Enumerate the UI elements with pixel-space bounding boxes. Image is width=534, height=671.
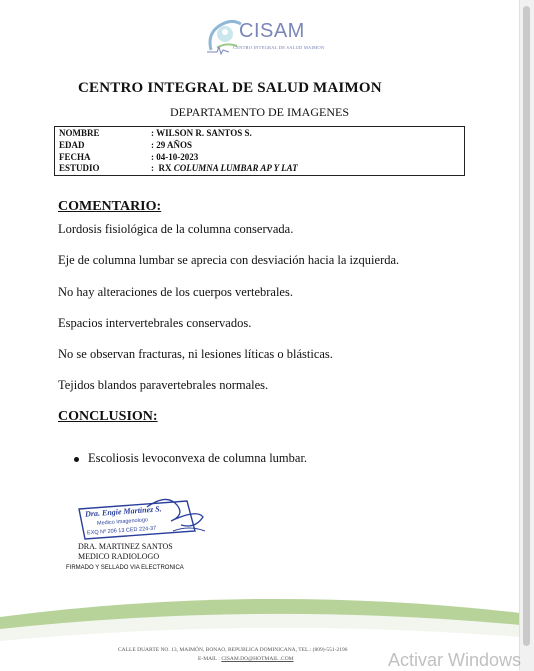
comment-line: Tejidos blandos paravertebrales normales. xyxy=(58,378,269,392)
patient-field-label: ESTUDIO xyxy=(59,163,100,173)
vertical-scrollbar[interactable] xyxy=(519,0,534,671)
footer-email-line xyxy=(198,656,294,662)
comment-line: No se observan fracturas, ni lesiones líticas o blásticas. xyxy=(58,347,333,361)
study-name: COLUMNA LUMBAR AP Y LAT xyxy=(173,163,298,173)
stamp-exequatur: EXQ Nº 206 13 CED 224-37 xyxy=(86,525,157,537)
comment-line: Lordosis fisiológica de la columna conservada. xyxy=(58,222,294,236)
patient-field-label: FECHA xyxy=(59,152,91,162)
stamp-name: Dra. Engie Martinez S. xyxy=(84,504,162,519)
department-subtitle: DEPARTAMENTO DE IMAGENES xyxy=(170,105,349,119)
conclusion-heading: CONCLUSION: xyxy=(58,409,158,424)
stamp-title: Medico Imagenologo xyxy=(96,517,149,527)
footer-address: CALLE DUARTE NO. 13, MAIMÓN, BONAO, REPUBLICA DOMINICANA, TEL.: (809)-551-2196 xyxy=(118,647,348,653)
doctor-stamp xyxy=(77,495,207,543)
logo-tagline: CENTRO INTEGRAL DE SALUD MAIMON xyxy=(233,45,325,50)
conclusion-item xyxy=(74,451,307,466)
scrollbar-thumb[interactable] xyxy=(523,6,530,646)
study-prefix: : RX xyxy=(151,163,174,173)
cisam-logo xyxy=(203,12,323,57)
footer-email-link[interactable]: CISAM.DO@HOTMAIL .COM xyxy=(221,656,294,662)
patient-field-label: NOMBRE xyxy=(59,128,100,138)
signature-role: MEDICO RADIOLOGO xyxy=(78,552,160,561)
bullet-icon xyxy=(74,457,79,462)
signature-note: FIRMADO Y SELLADO VIA ELECTRONICA xyxy=(66,565,184,571)
comment-line: Espacios intervertebrales conservados. xyxy=(58,316,252,330)
patient-field-value xyxy=(151,162,298,174)
patient-field-value: : 29 AÑOS xyxy=(151,140,193,150)
conclusion-item-text: Escoliosis levoconvexa de columna lumbar. xyxy=(88,451,308,465)
patient-info-box xyxy=(54,126,465,176)
patient-field-value: : 04-10-2023 xyxy=(151,152,199,162)
patient-field-value: : WILSON R. SANTOS S. xyxy=(151,128,252,138)
patient-field-label: EDAD xyxy=(59,140,85,150)
logo-brand-text: CISAM xyxy=(239,20,305,42)
comment-line: Eje de columna lumbar se aprecia con desviación hacia la izquierda. xyxy=(58,253,400,267)
footer-email-label: E-MAIL : xyxy=(198,656,222,662)
comment-heading: COMENTARIO: xyxy=(58,199,162,214)
activation-watermark: Activar Windows xyxy=(388,650,522,670)
comment-line: No hay alteraciones de los cuerpos vertebrales. xyxy=(58,285,293,299)
page-title: CENTRO INTEGRAL DE SALUD MAIMON xyxy=(78,80,382,96)
signature-name: DRA. MARTINEZ SANTOS xyxy=(78,542,173,551)
